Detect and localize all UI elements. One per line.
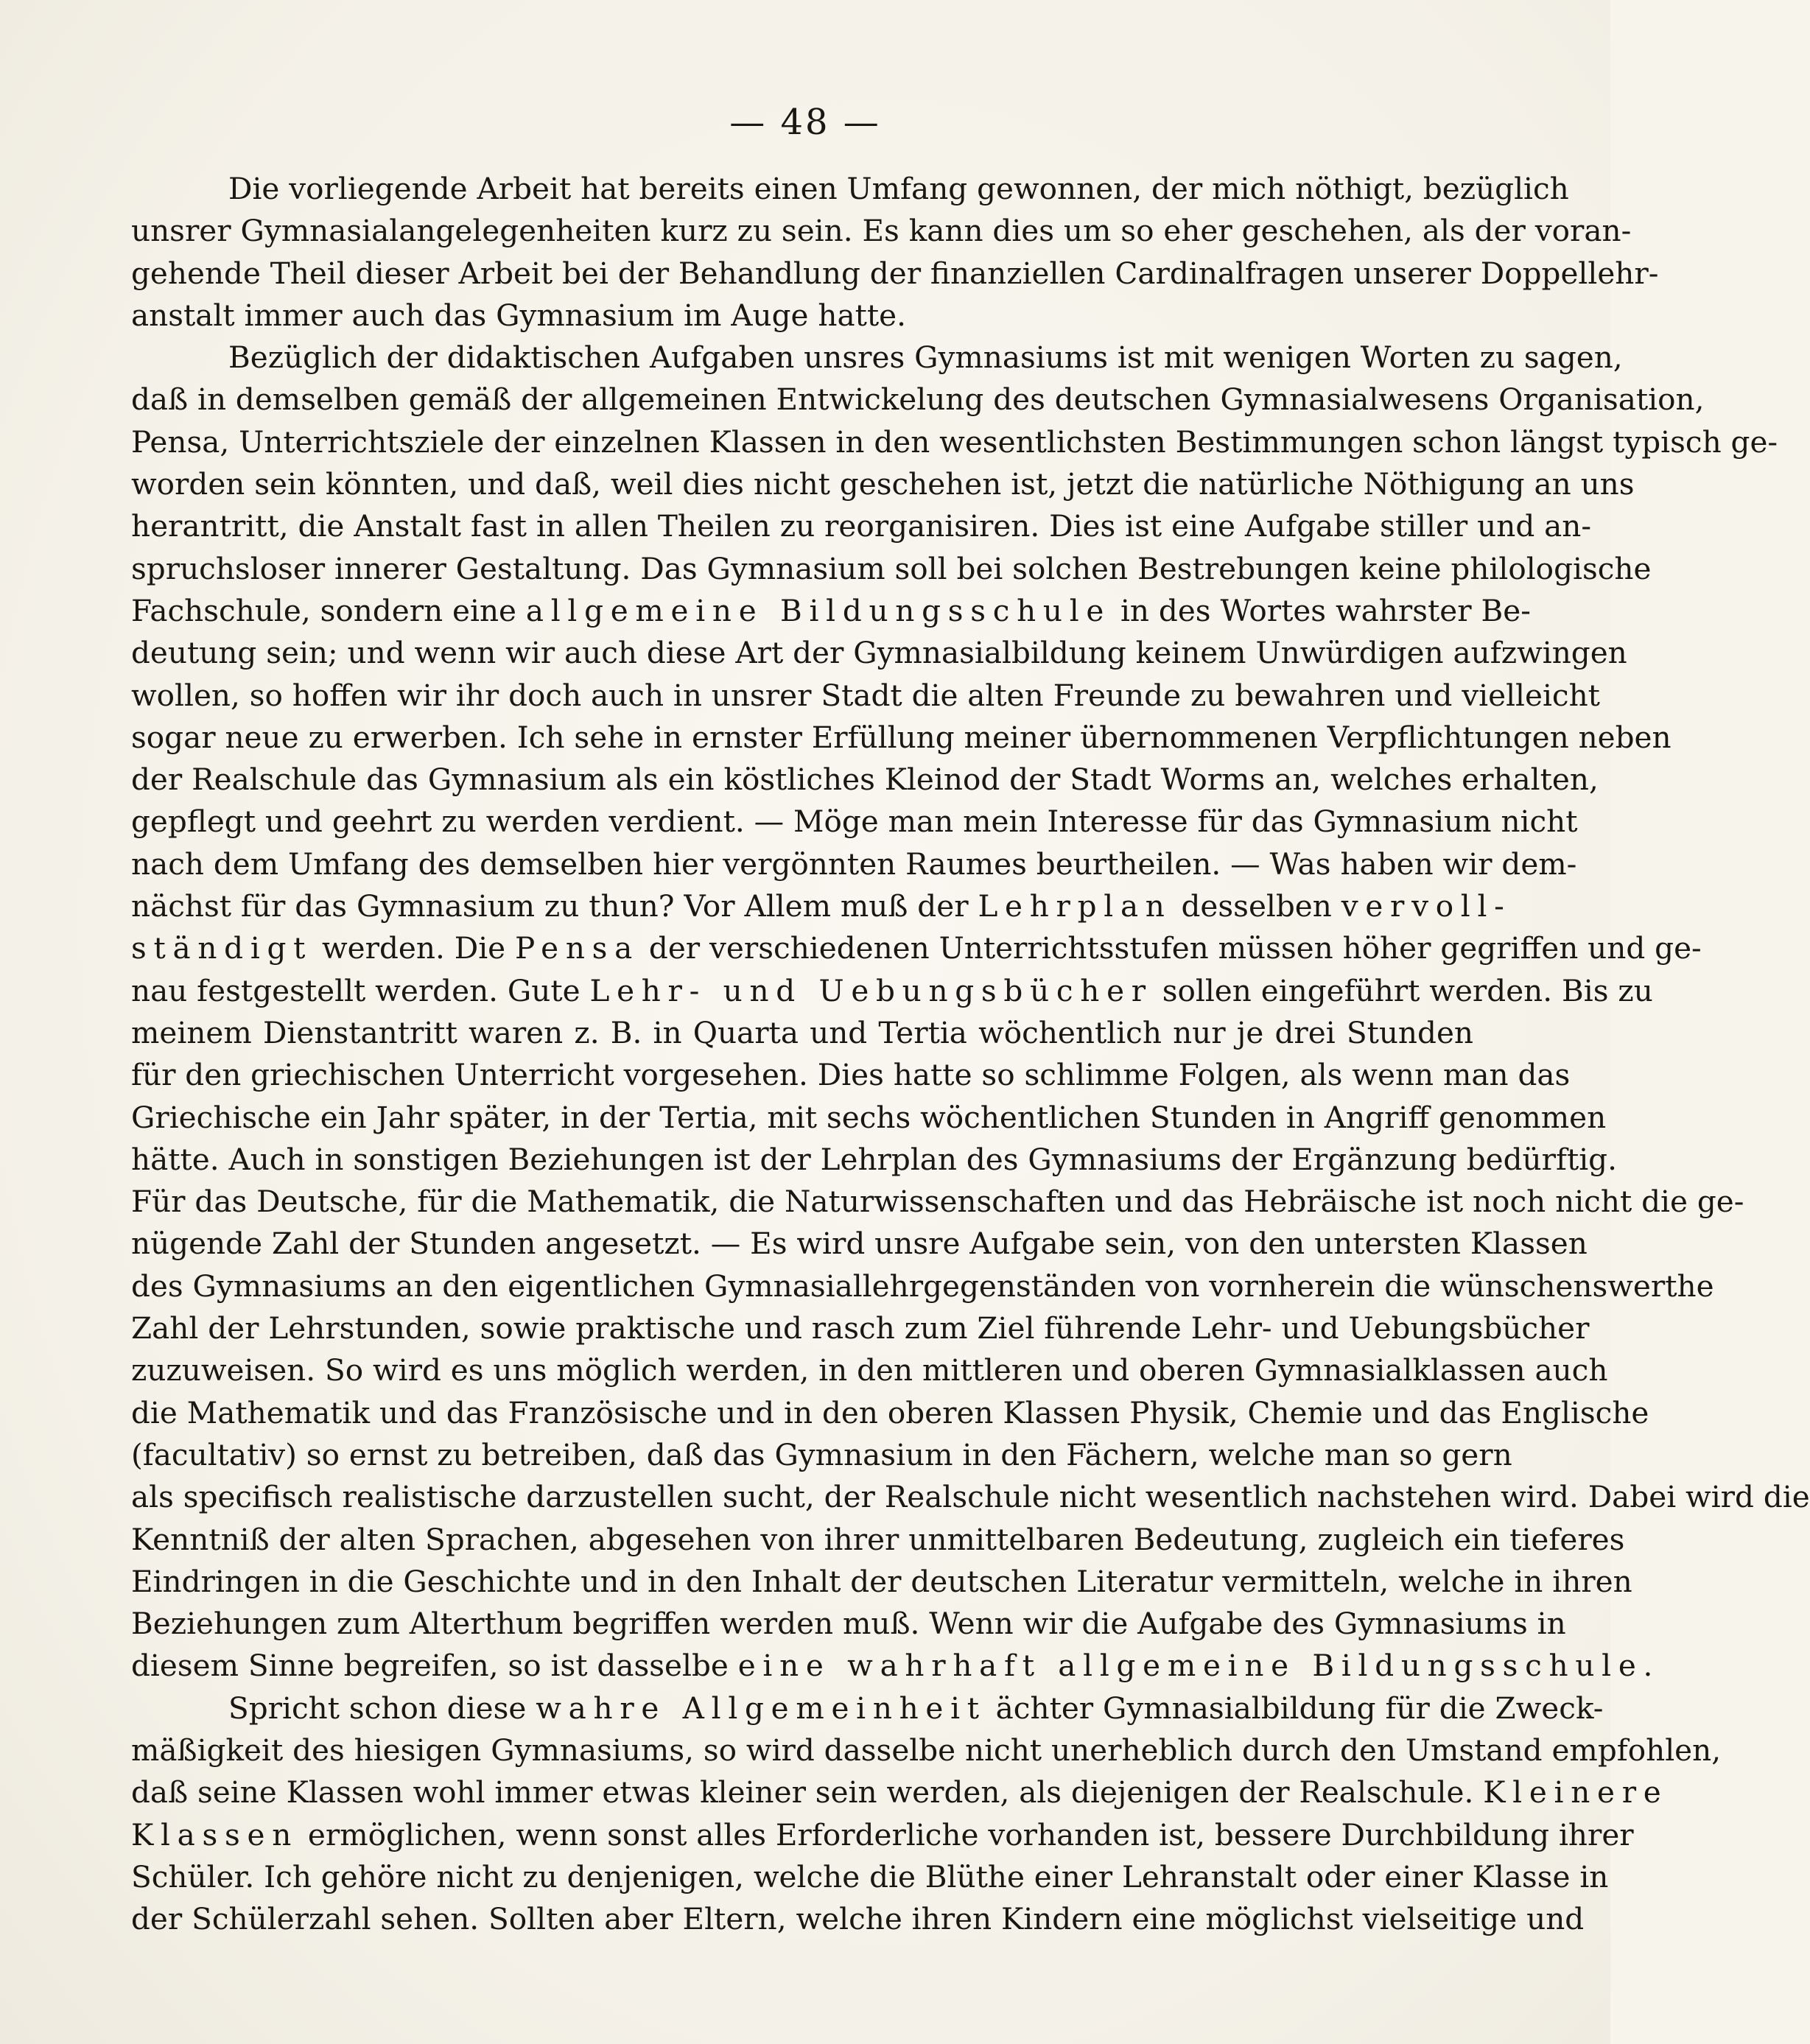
text-segment: zuzuweisen. So wird es uns möglich werden, in den mittleren und oberen Gymnasialklassen auch [131, 1352, 1608, 1388]
text-line [131, 337, 1623, 379]
text-segment: gepflegt und geehrt zu werden verdient. — Möge man mein Interesse für das Gymnasium nicht [131, 804, 1578, 840]
emphasized-text: Klassen [131, 1816, 299, 1852]
text-segment: . [1643, 1648, 1653, 1684]
text-line [131, 1181, 1744, 1223]
text-segment: sogar neue zu erwerben. Ich sehe in ernster Erfüllung meiner übernommenen Verpflichtungen neben [131, 719, 1672, 755]
text-segment: desselben [1171, 888, 1341, 924]
emphasized-text: vervoll- [1341, 888, 1512, 924]
text-line [131, 970, 1653, 1012]
text-segment: die Mathematik und das Französische und in den oberen Klassen Physik, Chemie und das Englische [131, 1394, 1649, 1430]
text-line [131, 1771, 1669, 1813]
text-line [131, 1687, 1604, 1729]
text-segment: Für das Deutsche, für die Mathematik, die Naturwissenschaften und das Hebräische ist noch nicht die ge- [131, 1184, 1744, 1220]
text-line [131, 548, 1652, 590]
text-segment: der Schülerzahl sehen. Sollten aber Eltern, welche ihren Kindern eine möglichst vielseitige und [131, 1901, 1585, 1937]
text-line [131, 1519, 1625, 1561]
text-line [131, 505, 1592, 547]
text-line [131, 1012, 1473, 1054]
body-text [131, 168, 1810, 1940]
text-segment: Fachschule, sondern eine [131, 592, 526, 628]
emphasized-text: Lehr- und Uebungsbücher [589, 972, 1153, 1008]
text-segment: Eindringen in die Geschichte und in den Inhalt der deutschen Literatur vermitteln, welche in ihren [131, 1563, 1632, 1599]
text-segment: als specifisch realistische darzustellen sucht, der Realschule nicht wesentlich nachstehen wird. Dabei wird die [131, 1479, 1810, 1515]
text-line [131, 379, 1705, 421]
text-segment: ächter Gymnasialbildung für die Zweck- [986, 1690, 1604, 1726]
text-line [131, 1434, 1512, 1476]
text-segment: diesem Sinne begreifen, so ist dasselbe [131, 1648, 738, 1684]
text-segment: meinem Dienstantritt waren z. B. in Quarta und Tertia wöchentlich nur je drei Stunden [131, 1014, 1473, 1050]
text-line [131, 1814, 1634, 1856]
text-segment: nügende Zahl der Stunden angesetzt. — Es wird unsre Aufgabe sein, von den untersten Klassen [131, 1226, 1588, 1262]
text-segment: ermöglichen, wenn sonst alles Erforderliche vorhanden ist, bessere Durchbildung ihrer [298, 1816, 1634, 1852]
emphasized-text: ständigt [131, 930, 313, 966]
text-segment: Kenntniß der alten Sprachen, abgesehen von ihrer unmittelbaren Bedeutung, zugleich ein tieferes [131, 1521, 1625, 1557]
text-segment: Spricht schon diese [228, 1690, 536, 1726]
text-segment: worden sein könnten, und daß, weil dies nicht geschehen ist, jetzt die natürliche Nöthigung an uns [131, 466, 1635, 502]
text-line [131, 421, 1778, 463]
text-line [131, 1645, 1653, 1687]
text-line [131, 1476, 1810, 1518]
text-segment: hätte. Auch in sonstigen Beziehungen ist der Lehrplan des Gymnasiums der Ergänzung bedürftig. [131, 1141, 1617, 1177]
text-line [131, 210, 1632, 252]
emphasized-text: wahre Allgemeinheit [536, 1690, 986, 1726]
text-line [131, 717, 1672, 759]
text-line [131, 632, 1627, 674]
text-line [131, 927, 1702, 969]
text-segment: herantritt, die Anstalt fast in allen Theilen zu reorganisiren. Dies ist eine Aufgabe stiller und an- [131, 508, 1592, 544]
text-segment: wollen, so hoffen wir ihr doch auch in unsrer Stadt die alten Freunde zu bewahren und vielleicht [131, 677, 1600, 713]
text-segment: der verschiedenen Unterrichtsstufen müssen höher gegriffen und ge- [639, 930, 1702, 966]
text-line [131, 1603, 1566, 1645]
text-segment: nach dem Umfang des demselben hier vergönnten Raumes beurtheilen. — Was haben wir dem- [131, 846, 1577, 882]
text-segment: (facultativ) so ernst zu betreiben, daß das Gymnasium in den Fächern, welche man so gern [131, 1436, 1512, 1472]
emphasized-text: Lehrplan [978, 888, 1172, 924]
text-segment: daß in demselben gemäß der allgemeinen Entwickelung des deutschen Gymnasialwesens Organisation, [131, 382, 1705, 418]
text-line [131, 759, 1599, 801]
emphasized-text: eine wahrhaft allgemeine Bildungsschule [737, 1648, 1644, 1684]
text-line [131, 1265, 1714, 1307]
emphasized-text: allgemeine Bildungsschule [525, 592, 1112, 628]
text-line [131, 590, 1531, 632]
text-line [131, 1097, 1607, 1139]
text-line [131, 1729, 1722, 1771]
text-segment: nau festgestellt werden. Gute [131, 972, 590, 1008]
text-line [131, 463, 1635, 505]
emphasized-text: Pensa [515, 930, 640, 966]
text-segment: anstalt immer auch das Gymnasium im Auge hatte. [131, 297, 907, 333]
text-segment: Griechische ein Jahr später, in der Tertia, mit sechs wöchentlichen Stunden in Angriff genommen [131, 1099, 1607, 1135]
page-number: — 48 — [729, 102, 881, 143]
text-line [131, 801, 1578, 843]
text-line [131, 675, 1600, 717]
text-segment: Bezüglich der didaktischen Aufgaben unsres Gymnasiums ist mit wenigen Worten zu sagen, [228, 340, 1623, 376]
text-line [131, 1898, 1585, 1940]
text-line [131, 1392, 1649, 1434]
text-line [131, 1307, 1590, 1349]
text-segment: daß seine Klassen wohl immer etwas kleiner sein werden, als diejenigen der Realschule. [131, 1774, 1484, 1811]
text-line [131, 1856, 1609, 1898]
text-segment: in des Wortes wahrster Be- [1111, 592, 1531, 628]
text-line [131, 843, 1577, 885]
text-segment: Schüler. Ich gehöre nicht zu denjenigen, welche die Blüthe einer Lehranstalt oder einer Klasse in [131, 1858, 1609, 1894]
text-segment: gehende Theil dieser Arbeit bei der Behandlung der finanziellen Cardinalfragen unserer Doppellehr- [131, 255, 1659, 291]
text-segment: unsrer Gymnasialangelegenheiten kurz zu sein. Es kann dies um so eher geschehen, als der voran- [131, 213, 1632, 249]
text-segment: nächst für das Gymnasium zu thun? Vor Allem muß der [131, 888, 978, 924]
text-segment: Die vorliegende Arbeit hat bereits einen Umfang gewonnen, der mich nöthigt, bezüglich [228, 171, 1569, 206]
text-segment: spruchsloser innerer Gestaltung. Das Gymnasium soll bei solchen Bestrebungen keine philologische [131, 550, 1652, 586]
text-line [131, 1139, 1617, 1181]
text-line [131, 1349, 1608, 1391]
text-segment: für den griechischen Unterricht vorgesehen. Dies hatte so schlimme Folgen, als wenn man das [131, 1057, 1571, 1093]
text-line [131, 1054, 1571, 1096]
text-segment: Pensa, Unterrichtsziele der einzelnen Klassen in den wesentlichsten Bestimmungen schon längst typisch ge- [131, 424, 1778, 460]
text-segment: sollen eingeführt werden. Bis zu [1152, 972, 1653, 1008]
text-line [131, 1561, 1632, 1603]
text-segment: Zahl der Lehrstunden, sowie praktische und rasch zum Ziel führende Lehr- und Uebungsbücher [131, 1310, 1590, 1346]
text-line [131, 295, 1473, 337]
emphasized-text: Kleinere [1483, 1774, 1669, 1811]
text-line [131, 1223, 1588, 1265]
text-line [131, 885, 1512, 927]
text-segment: deutung sein; und wenn wir auch diese Art der Gymnasialbildung keinem Unwürdigen aufzwingen [131, 635, 1627, 671]
text-segment: des Gymnasiums an den eigentlichen Gymnasiallehrgegenständen von vornherein die wünschenswerthe [131, 1268, 1714, 1304]
text-line [131, 253, 1659, 295]
text-segment: Beziehungen zum Alterthum begriffen werden muß. Wenn wir die Aufgabe des Gymnasiums in [131, 1606, 1566, 1642]
text-segment: der Realschule das Gymnasium als ein köstliches Kleinod der Stadt Worms an, welches erhalten, [131, 762, 1599, 798]
text-line [131, 168, 1569, 210]
text-segment: werden. Die [312, 930, 515, 966]
text-segment: mäßigkeit des hiesigen Gymnasiums, so wird dasselbe nicht unerheblich durch den Umstand empfohlen, [131, 1732, 1722, 1768]
